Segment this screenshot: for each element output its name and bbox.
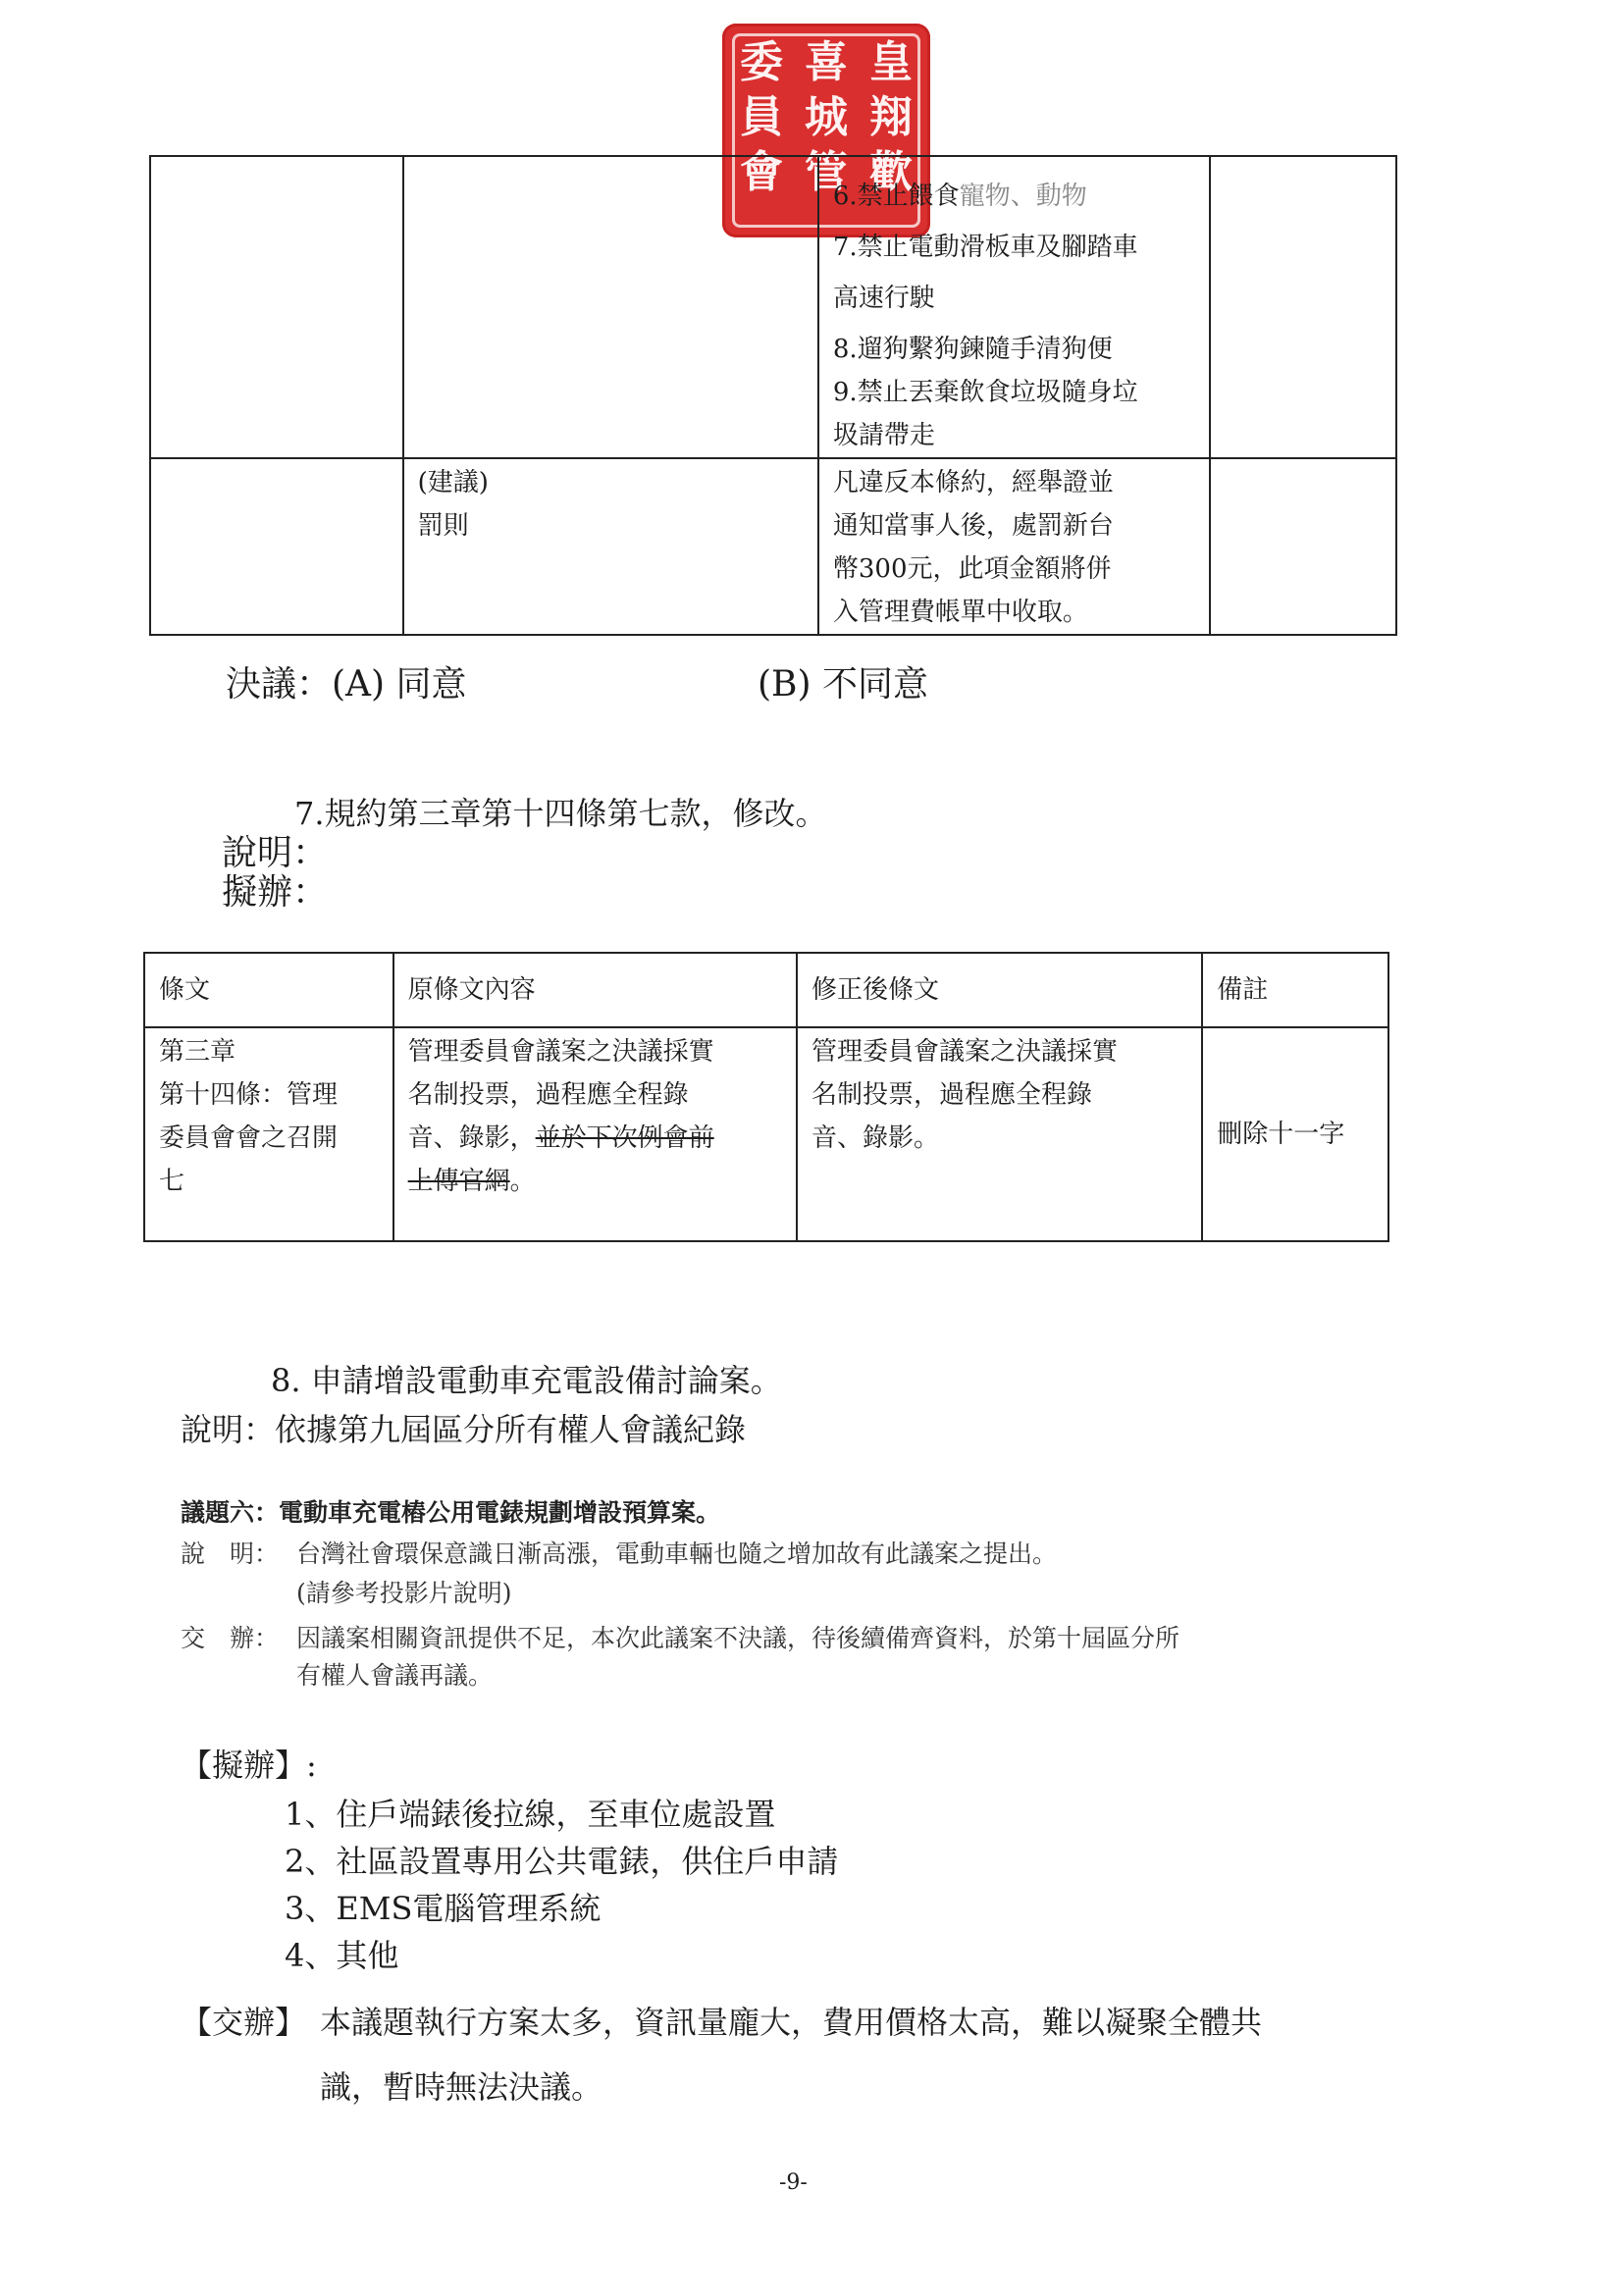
rule-item: 9.禁止丟棄飲食垃圾隨身垃 [832,378,1138,407]
seal-char: 會 [740,147,783,197]
handle-text: 本議題執行方案太多，資訊量龐大，費用價格太高，難以凝聚全體共 [320,2004,1263,2041]
header-note: 備註 [1202,953,1388,1027]
plan-item: 4、其他 [285,1937,399,1974]
original-text-cell [393,1027,797,1241]
table-cell [150,458,403,635]
penalty-line: 通知當事人後，處罰新台 [832,511,1114,541]
seal-char: 喜 [805,37,848,87]
seal-char: 皇 [869,37,913,87]
quote-topic: 議題六：電動車充電樁公用電錶規劃增設預算案。 [181,1498,721,1527]
plan-item: 1、住戶端錶後拉線，至車位處設置 [285,1796,776,1833]
rule-item: 8.遛狗繫狗鍊隨手清狗便 [832,335,1113,364]
seal-char: 城 [805,92,848,142]
penalty-line: 凡違反本條約，經舉證並 [832,468,1114,497]
deleted-text: 上傳官網 [407,1167,510,1196]
quote-handle-label: 交 辦： [181,1624,280,1652]
handle-label: 【交辦】 [181,2004,307,2041]
revised-line: 管理委員會議案之決議採實 [811,1037,1118,1067]
penalty-label: 罰則 [417,511,469,541]
quote-handle-text2: 有權人會議再議。 [296,1661,494,1690]
original-line: 管理委員會議案之決議採實 [407,1037,714,1067]
header-article: 條文 [144,953,393,1027]
table-cell [150,156,403,458]
rule-item: 7.禁止電動滑板車及腳踏車 [832,233,1138,262]
rule-item: 高速行駛 [832,284,935,313]
seal-char: 管 [805,147,848,197]
revised-line: 音、錄影。 [811,1123,939,1153]
table-cell [403,156,818,458]
item7-plan: 擬辦： [222,872,329,913]
seal-char: 委 [740,37,783,87]
page-number: -9- [779,2170,808,2195]
rule-items-cell [818,156,1210,458]
header-revised: 修正後條文 [797,953,1202,1027]
item8-explain: 說明：依據第九屆區分所有權人會議紀錄 [181,1411,747,1448]
seal-char: 歡 [869,147,913,197]
resolution-option-a: 決議：(A) 同意 [226,664,467,704]
penalty-label-cell [403,458,818,635]
plan-item: 2、社區設置專用公共電錶，供住戶申請 [285,1843,839,1880]
rule-item: 6.禁止餵食寵物、動物 [832,182,1087,211]
rules-table-continued [149,155,1397,636]
seal-char: 員 [740,92,783,142]
quote-explain-label: 說 明： [181,1539,280,1568]
penalty-text-cell [818,458,1210,635]
article-line: 第十四條：管理 [159,1080,339,1110]
item7-explain: 說明： [222,833,329,873]
header-original: 原條文內容 [393,953,797,1027]
revised-text-cell [797,1027,1202,1241]
rule-item: 圾請帶走 [832,421,935,450]
article-line: 委員會會之召開 [159,1123,339,1153]
article-line: 第三章 [159,1037,236,1067]
suggestion-label: (建議) [417,468,489,497]
article-cell [144,1027,393,1241]
item8-title: 8. 申請增設電動車充電設備討論案。 [271,1362,782,1399]
plan-label: 【擬辦】: [181,1747,317,1784]
article-line: 七 [159,1167,185,1196]
quote-explain-text2: (請參考投影片說明) [296,1579,512,1607]
original-line: 名制投票，過程應全程錄 [407,1080,689,1110]
table-cell [1210,156,1396,458]
handle-text2: 識，暫時無法決議。 [320,2068,603,2106]
seal-char: 翔 [869,92,913,142]
resolution-option-b: (B) 不同意 [758,664,928,704]
item7-title: 7.規約第三章第十四條第七款，修改。 [294,795,827,832]
revised-line: 名制投票，過程應全程錄 [811,1080,1092,1110]
penalty-line: 幣300元，此項金額將併 [832,554,1112,584]
table-cell [1210,458,1396,635]
amendment-table [143,952,1389,1242]
plan-item: 3、EMS電腦管理系統 [285,1890,602,1927]
original-line: 音、錄影，並於下次例會前 [407,1123,714,1153]
quote-handle-text: 因議案相關資訊提供不足，本次此議案不決議，待後續備齊資料，於第十屆區分所 [296,1624,1180,1652]
quote-explain-text: 台灣社會環保意識日漸高漲，電動車輛也隨之增加故有此議案之提出。 [296,1539,1058,1568]
penalty-line: 入管理費帳單中收取。 [832,598,1088,627]
original-line: 上傳官網。 [407,1167,536,1196]
deleted-text: 並於下次例會前 [535,1123,714,1153]
note-cell: 刪除十一字 [1202,1027,1388,1241]
